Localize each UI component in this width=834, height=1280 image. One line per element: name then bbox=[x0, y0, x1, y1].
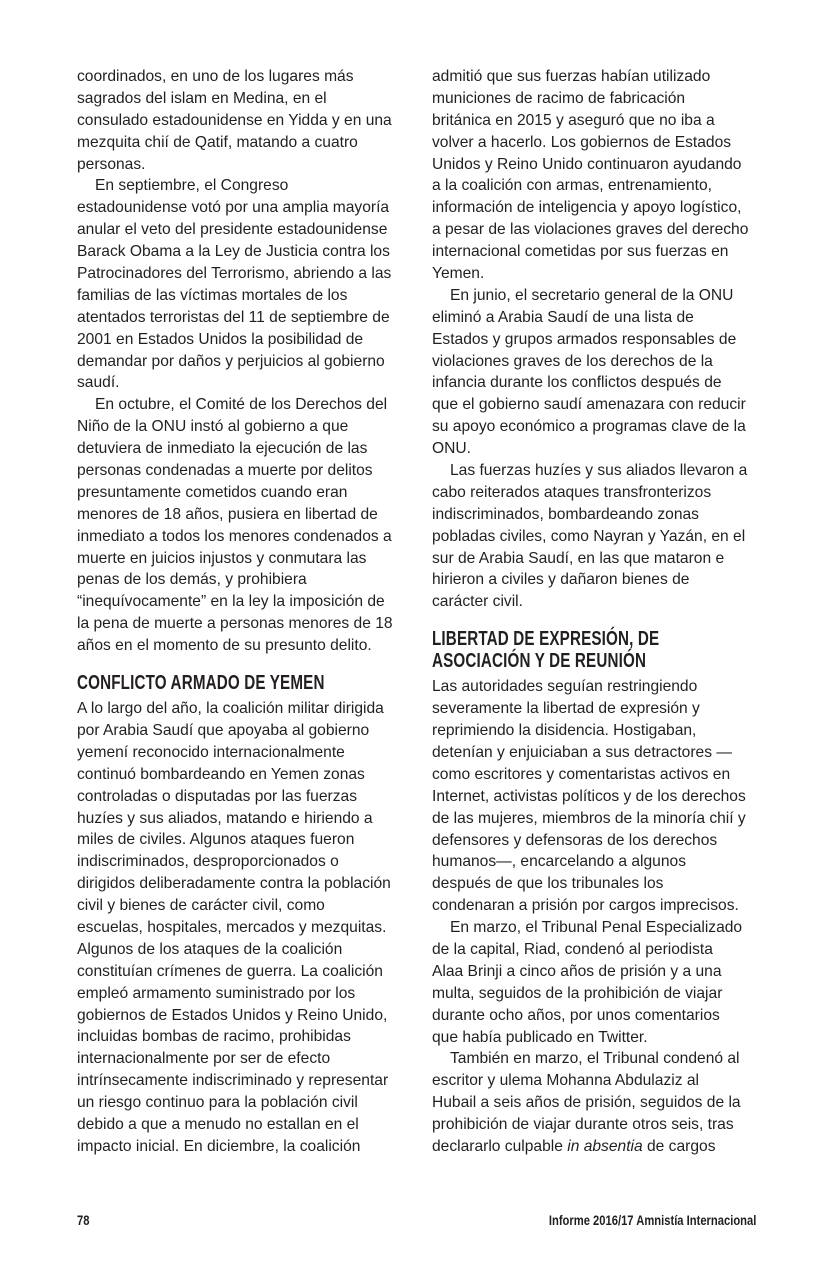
text-line: gobiernos de Estados Unidos y Reino Unido, bbox=[77, 1006, 388, 1024]
text-line: severamente la libertad de expresión y bbox=[432, 700, 700, 718]
text-line: volver a hacerlo. Los gobiernos de Estados bbox=[432, 133, 732, 151]
text-line: Las autoridades seguían restringiendo bbox=[432, 678, 698, 696]
text-line: que había publicado en Twitter. bbox=[432, 1028, 648, 1046]
left-column bbox=[77, 66, 417, 1158]
paragraph-first-line: Las fuerzas huzíes y sus aliados llevaron a bbox=[450, 462, 748, 480]
text-line: controladas o disputadas por las fuerzas bbox=[77, 787, 357, 805]
text-line: después de que los tribunales los bbox=[432, 875, 664, 893]
text-line: su apoyo económico a programas clave de la bbox=[432, 418, 746, 436]
text-line bbox=[432, 1136, 772, 1158]
text-line: continuó bombardeando en Yemen zonas bbox=[77, 765, 365, 783]
section-heading: ASOCIACIÓN Y DE REUNIÓN bbox=[432, 650, 647, 673]
text-line: a pesar de las violaciones graves del derecho bbox=[432, 221, 749, 239]
text-line: intrínsecamente indiscriminado y representar bbox=[77, 1072, 389, 1090]
text-line: humanos—, encarcelando a algunos bbox=[432, 853, 686, 871]
text-line: violaciones graves de los derechos de la bbox=[432, 352, 713, 370]
text-line: condenaran a prisión por cargos imprecisos. bbox=[432, 897, 739, 915]
text-line: reprimiendo la disidencia. Hostigaban, bbox=[432, 722, 697, 740]
text-line: personas. bbox=[77, 155, 146, 173]
running-title: Informe 2016/17 Amnistía Internacional bbox=[548, 1212, 756, 1228]
paragraph-first-line: En junio, el secretario general de la ONU bbox=[450, 286, 734, 304]
text-line: que el gobierno saudí amenazara con reducir bbox=[432, 396, 746, 414]
text-line: inmediato a todos los menores condenados a bbox=[77, 527, 392, 545]
text-line: 2001 en Estados Unidos la posibilidad de bbox=[77, 330, 364, 348]
text-line: detenían y enjuiciaban a sus detractores — bbox=[432, 743, 732, 761]
text-line: miles de civiles. Algunos ataques fueron bbox=[77, 831, 355, 849]
text-line: Estados y grupos armados responsables de bbox=[432, 330, 737, 348]
text-line: coordinados, en uno de los lugares más bbox=[77, 68, 354, 85]
text-line: Barack Obama a la Ley de Justicia contra los bbox=[77, 243, 390, 261]
paragraph-first-line: En septiembre, el Congreso bbox=[95, 177, 289, 195]
text-line: a la coalición con armas, entrenamiento, bbox=[432, 177, 712, 195]
text-line: ONU. bbox=[432, 440, 471, 458]
text-line: impacto inicial. En diciembre, la coalición bbox=[77, 1137, 361, 1155]
text-segment: de cargos bbox=[642, 1137, 716, 1155]
text-line: prohibición de viajar durante otros seis, tras bbox=[432, 1116, 734, 1134]
text-line: la pena de muerte a personas menores de 18 bbox=[77, 615, 393, 633]
section-heading: CONFLICTO ARMADO DE YEMEN bbox=[77, 672, 325, 695]
text-line: Hubail a seis años de prisión, seguidos de la bbox=[432, 1094, 741, 1112]
text-line: escritor y ulema Mohanna Abdulaziz al bbox=[432, 1072, 699, 1090]
text-line: defensores y defensoras de los derechos bbox=[432, 831, 718, 849]
text-line: Yemen. bbox=[432, 265, 485, 283]
text-line: Algunos de los ataques de la coalición bbox=[77, 940, 343, 958]
paragraph-first-line: En marzo, el Tribunal Penal Especializado bbox=[450, 919, 743, 937]
text-line: personas condenadas a muerte por delitos bbox=[77, 462, 373, 480]
text-line: internacionalmente por ser de efecto bbox=[77, 1050, 331, 1068]
text-line: detuviera de inmediato la ejecución de las bbox=[77, 440, 368, 458]
text-line: yemení reconocido internacionalmente bbox=[77, 743, 345, 761]
page-number: 78 bbox=[77, 1212, 90, 1228]
text-line: infancia durante los conflictos después de bbox=[432, 374, 722, 392]
text-line: admitió que sus fuerzas habían utilizado bbox=[432, 68, 711, 85]
text-line: Niño de la ONU instó al gobierno a que bbox=[77, 418, 349, 436]
text-line: empleó armamento suministrado por los bbox=[77, 984, 356, 1002]
text-line: como escritores y comentaristas activos en bbox=[432, 765, 731, 783]
text-line: sagrados del islam en Medina, en el bbox=[77, 89, 327, 107]
text-line: por Arabia Saudí que apoyaba al gobierno bbox=[77, 721, 370, 739]
text-line: Alaa Brinji a cinco años de prisión y a una bbox=[432, 962, 722, 980]
text-line: Internet, activistas políticos y de los derechos bbox=[432, 787, 746, 805]
text-line: dirigidos deliberadamente contra la población bbox=[77, 875, 391, 893]
text-line: años en el momento de su presunto delito. bbox=[77, 637, 372, 655]
text-line: eliminó a Arabia Saudí de una lista de bbox=[432, 308, 694, 326]
text-line: sur de Arabia Saudí, en las que mataron e bbox=[432, 549, 725, 567]
text-line: indiscriminados, desproporcionados o bbox=[77, 853, 339, 871]
text-line: información de inteligencia y apoyo logístico, bbox=[432, 199, 742, 217]
text-line: un riesgo continuo para la población civil bbox=[77, 1094, 358, 1112]
text-line: “inequívocamente” en la ley la imposición de bbox=[77, 593, 385, 611]
text-line: cabo reiterados ataques transfronterizos bbox=[432, 483, 712, 501]
text-line: incluidas bombas de racimo, prohibidas bbox=[77, 1028, 351, 1046]
paragraph-first-line: También en marzo, el Tribunal condenó al bbox=[450, 1050, 740, 1068]
text-line: A lo largo del año, la coalición militar dirigida bbox=[77, 700, 384, 718]
text-line: consulado estadounidense en Yidda y en una bbox=[77, 111, 392, 129]
text-line: huzíes y sus aliados, matando e hiriendo a bbox=[77, 809, 373, 827]
text-line: mezquita chií de Qatif, matando a cuatro bbox=[77, 133, 358, 151]
text-line: presuntamente cometidos cuando eran bbox=[77, 483, 348, 501]
text-line: multa, seguidos de la prohibición de viajar bbox=[432, 984, 723, 1002]
text-line: municiones de racimo de fabricación bbox=[432, 89, 686, 107]
paragraph-first-line: En octubre, el Comité de los Derechos del bbox=[95, 396, 388, 414]
text-line: de las mujeres, miembros de la minoría chií y bbox=[432, 809, 746, 827]
text-line: hirieron a civiles y dañaron bienes de bbox=[432, 571, 690, 589]
text-line: Patrocinadores del Terrorismo, abriendo a las bbox=[77, 265, 392, 283]
italic-text: in absentia bbox=[567, 1137, 643, 1155]
text-line: familias de las víctimas mortales de los bbox=[77, 286, 348, 304]
text-line: menores de 18 años, pusiera en libertad de bbox=[77, 505, 378, 523]
text-line: durante ocho años, por unos comentarios bbox=[432, 1006, 720, 1024]
text-line: estadounidense votó por una amplia mayoría bbox=[77, 199, 390, 217]
text-segment: declararlo culpable bbox=[432, 1137, 568, 1155]
text-line: carácter civil. bbox=[432, 593, 523, 611]
text-line: saudí. bbox=[77, 374, 120, 392]
text-line: de la capital, Riad, condenó al periodista bbox=[432, 940, 713, 958]
text-line: pobladas civiles, como Nayran y Yazán, en el bbox=[432, 527, 746, 545]
text-line: atentados terroristas del 11 de septiembre de bbox=[77, 308, 390, 326]
text-line: constituían crímenes de guerra. La coalición bbox=[77, 962, 383, 980]
text-line: británica en 2015 y aseguró que no iba a bbox=[432, 111, 715, 129]
text-line: escuelas, hospitales, mercados y mezquitas. bbox=[77, 918, 387, 936]
text-line: anular el veto del presidente estadounidense bbox=[77, 221, 388, 239]
text-line: indiscriminados, bombardeando zonas bbox=[432, 505, 699, 523]
text-line: Unidos y Reino Unido continuaron ayudando bbox=[432, 155, 742, 173]
text-line: internacional cometidas por sus fuerzas en bbox=[432, 243, 729, 261]
text-line: penas de los demás, y prohibiera bbox=[77, 571, 307, 589]
right-column bbox=[432, 66, 772, 1158]
text-line: civil y bienes de carácter civil, como bbox=[77, 897, 325, 915]
section-heading: LIBERTAD DE EXPRESIÓN, DE bbox=[432, 628, 660, 651]
text-line: debido a que a menudo no estallan en el bbox=[77, 1115, 359, 1133]
text-line: muerte en juicios injustos y conmutara las bbox=[77, 549, 367, 567]
text-line: demandar por daños y perjuicios al gobierno bbox=[77, 352, 385, 370]
